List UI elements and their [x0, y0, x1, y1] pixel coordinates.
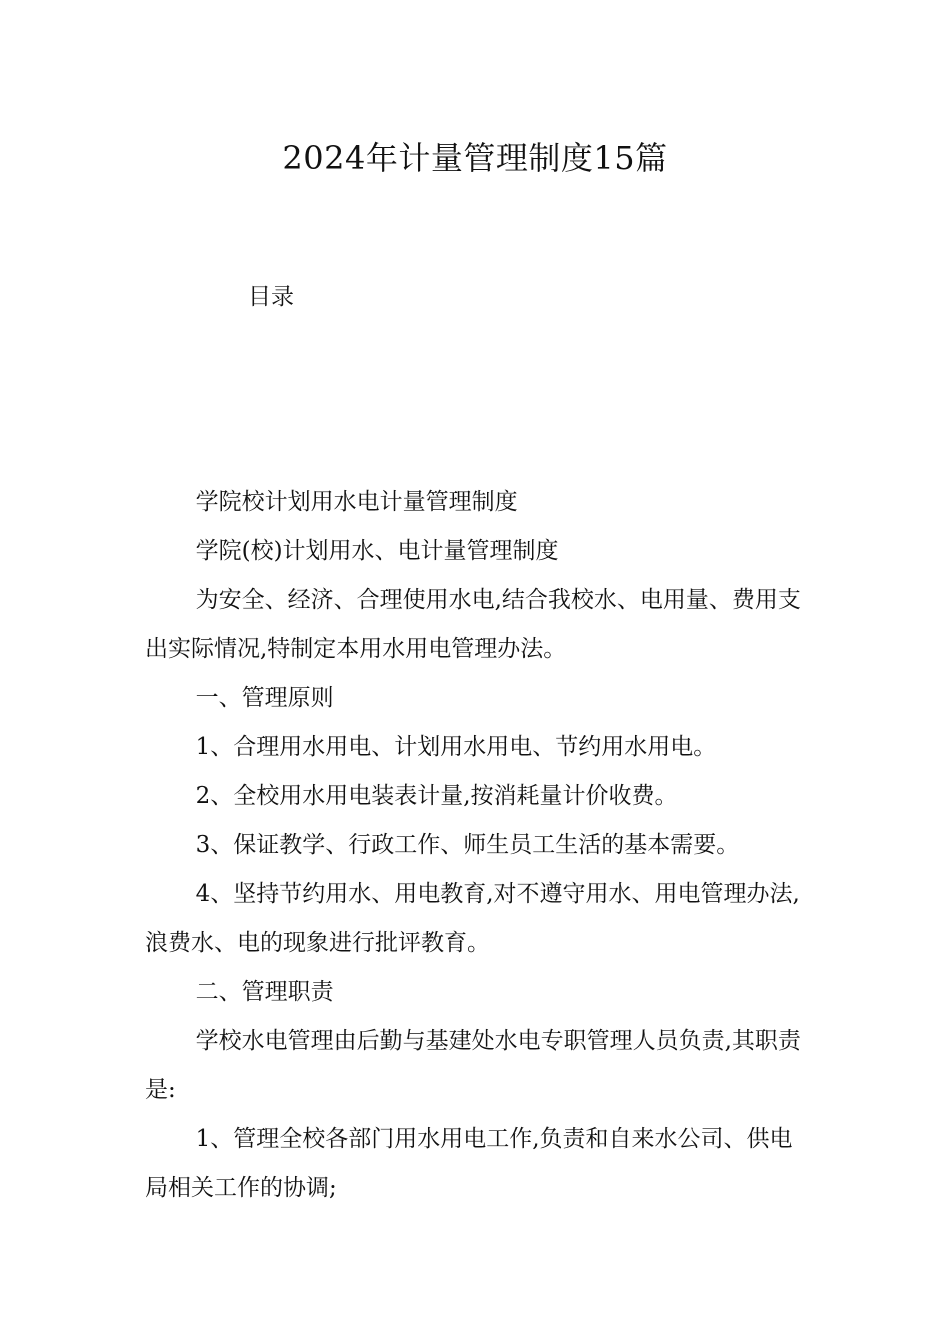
document-body — [145, 478, 815, 1213]
section-heading: 一、管理原则 — [195, 685, 334, 711]
toc-label: 目录 — [248, 284, 294, 310]
paragraph: 学校水电管理由后勤与基建处水电专职管理人员负责,其职责是: — [145, 1028, 801, 1103]
paragraph: 学院(校)计划用水、电计量管理制度 — [195, 538, 559, 564]
list-item: 1、管理全校各部门用水用电工作,负责和自来水公司、供电局相关工作的协调; — [145, 1126, 793, 1201]
list-item: 1、合理用水用电、计划用水用电、节约用水用电。 — [195, 734, 717, 760]
list-item: 3、保证教学、行政工作、师生员工生活的基本需要。 — [195, 832, 740, 858]
list-item: 2、全校用水用电装表计量,按消耗量计价收费。 — [195, 783, 678, 809]
section-heading: 二、管理职责 — [195, 979, 334, 1005]
document-title: 2024年计量管理制度15篇 — [282, 139, 668, 177]
list-item: 4、坚持节约用水、用电教育,对不遵守用水、用电管理办法,浪费水、电的现象进行批评教育。 — [145, 881, 800, 956]
paragraph: 学院校计划用水电计量管理制度 — [195, 489, 518, 515]
paragraph: 为安全、经济、合理使用水电,结合我校水、电用量、费用支出实际情况,特制定本用水用电管理办法。 — [145, 587, 801, 662]
